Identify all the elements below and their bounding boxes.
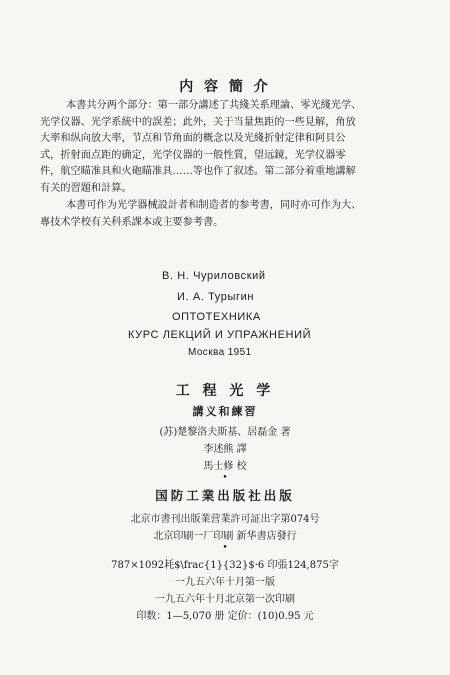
summary-line: 專技术学校有关科系課本或主要参考書。 bbox=[40, 216, 224, 228]
summary-line: 本書可作为光学器械設計者和制造者的参考書，同时亦可作为大、 bbox=[66, 200, 362, 211]
summary-paragraph-2 bbox=[40, 198, 420, 231]
format-line: 787×1092耗$\frac{1}{32}$·6 印張124,875字 bbox=[111, 560, 339, 571]
chinese-authors: (苏)楚黎洛夫斯基、居磊金 著 bbox=[159, 427, 291, 438]
printer-line: 北京印刷一厂印刷 新华書店發行 bbox=[153, 531, 297, 542]
original-title: ОПТОТЕХНИКА bbox=[172, 311, 261, 323]
summary-line: 本書共分两个部分：第一部分講述了共綫关系理論、零光綫光学、 bbox=[66, 100, 362, 111]
separator-dot: • bbox=[222, 473, 228, 483]
original-city-year: Москва 1951 bbox=[188, 347, 252, 358]
summary-title: 内 容 簡 介 bbox=[179, 79, 271, 95]
license-line: 北京市書刊出版業营業許可証出字第074号 bbox=[130, 514, 320, 525]
separator-dot: • bbox=[222, 543, 228, 553]
chinese-subtitle: 講义和練習 bbox=[192, 405, 258, 418]
original-subtitle: КУРС ЛЕКЦИЙ И УПРАЖНЕНИЙ bbox=[128, 329, 312, 341]
summary-line: 式，折射面点距的确定，光学仪器的一般性質，望远鏡，光学仪器零 bbox=[40, 149, 346, 161]
summary-line: 件，航空瞄准具和火砲瞄准具……等也作了叙述。第二部分着重地講解 bbox=[40, 166, 356, 177]
original-author-2: И. А. Турыгин bbox=[177, 291, 255, 303]
summary-line: 有关的習題和計算。 bbox=[40, 182, 132, 194]
chinese-reviewer: 馬士修 校 bbox=[203, 461, 247, 472]
summary-paragraph-1 bbox=[40, 98, 420, 197]
chinese-title: 工 程 光 学 bbox=[175, 383, 275, 399]
chinese-translator: 李述熊 譯 bbox=[203, 444, 247, 455]
first-printing: 一九五六年十月北京第一次印刷 bbox=[155, 594, 295, 605]
summary-line: 光学仪器、光学系統中的誤差；此外，关于当量焦距的一些見解，角放 bbox=[40, 116, 356, 128]
summary-line: 大率和纵向放大率，节点和节角面的概念以及光綫折射定律和阿貝公 bbox=[40, 133, 346, 144]
publisher: 国防工業出版社出版 bbox=[155, 488, 295, 503]
print-run-price: 印数：1—5,070 册 定价：(10)0.95 元 bbox=[136, 611, 314, 622]
first-edition: 一九五六年十月第一版 bbox=[175, 577, 275, 588]
original-author-1: В. Н. Чуриловский bbox=[162, 270, 266, 282]
